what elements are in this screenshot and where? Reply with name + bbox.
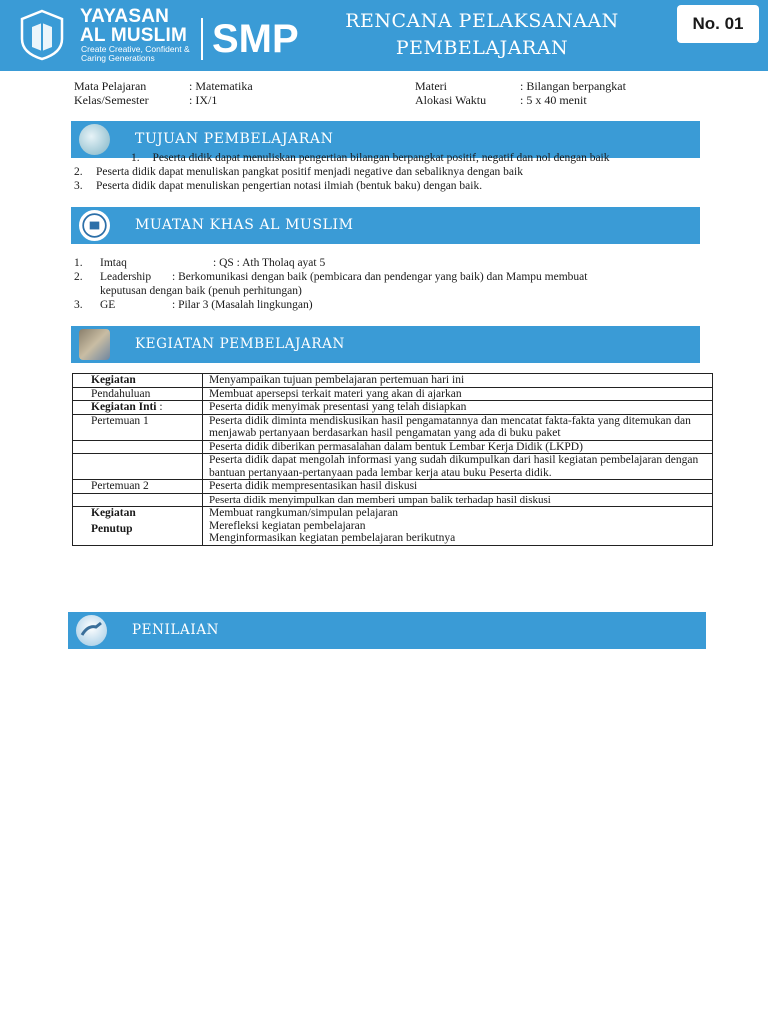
kegiatan-table (72, 373, 713, 546)
waktu-label: Alokasi Waktu (415, 93, 487, 107)
table-cell: Pendahuluan (73, 387, 203, 401)
tujuan-item-text: Peserta didik dapat menuliskan pangkat positif menjadi negative dan sebaliknya dengan baik (96, 166, 523, 178)
tujuan-item-text: Peserta didik dapat menuliskan pengertian bilangan berpangkat positif, negatif dan nol dengan baik (152, 152, 610, 164)
table-cell: Menyampaikan tujuan pembelajaran pertemuan hari ini (203, 374, 713, 388)
kelas-value: : IX/1 (189, 93, 218, 107)
table-row (73, 387, 713, 401)
document-number: No. 01 (677, 5, 759, 43)
penutup-label: Kegiatan (91, 507, 136, 519)
tujuan-item-number: 3. (74, 180, 83, 192)
muatan-item-number: 1. (74, 257, 83, 269)
muatan-item-label: Imtaq (100, 257, 127, 269)
page-header (0, 0, 768, 71)
table-cell: Membuat apersepsi terkait materi yang akan di ajarkan (203, 387, 713, 401)
table-cell (73, 454, 203, 480)
muatan-section-header (71, 207, 700, 244)
tujuan-item-number: 2. (74, 166, 83, 178)
table-row (73, 493, 713, 507)
muatan-item-label: Leadership (100, 271, 152, 283)
table-row (73, 480, 713, 494)
org-name-line1: YAYASAN (80, 6, 170, 27)
inti-label: Kegiatan Inti (91, 401, 157, 413)
table-cell (73, 493, 203, 507)
waktu-value: : 5 x 40 menit (520, 93, 587, 107)
tujuan-item-number: 1. (131, 152, 140, 164)
tujuan-item-text: Peserta didik dapat menuliskan pengertian notasi ilmiah (bentuk baku) dengan baik. (96, 180, 483, 192)
mapel-label: Mata Pelajaran (74, 79, 147, 93)
table-row (73, 414, 713, 440)
document-title-line1: RENCANA PELAKSANAAN (345, 10, 619, 32)
penutup-item: Merefleksi kegiatan pembelajaran (209, 519, 366, 532)
mapel-value: : Matematika (189, 79, 253, 93)
table-cell (73, 440, 203, 454)
table-cell (73, 507, 203, 546)
table-cell (203, 507, 713, 546)
table-cell: Pertemuan 1 (73, 414, 203, 440)
materi-value: : Bilangan berpangkat (520, 79, 626, 93)
kegiatan-section-header (71, 326, 700, 363)
penutup-label2: Penutup (91, 522, 133, 535)
school-unit: SMP (212, 17, 299, 61)
tujuan-item (131, 152, 610, 165)
table-cell (73, 401, 203, 415)
pendahuluan-label: Kegiatan (91, 374, 136, 386)
table-row (73, 374, 713, 388)
penilaian-title: PENILAIAN (132, 622, 220, 638)
muatan-title: MUATAN KHAS AL MUSLIM (135, 217, 354, 233)
document-title (300, 8, 664, 62)
penilaian-section-header (68, 612, 706, 649)
header-divider (201, 18, 203, 60)
org-tagline: Create Creative, Confident & Caring Generations (81, 44, 190, 63)
table-cell: Peserta didik mempresentasikan hasil diskusi (203, 480, 713, 494)
penutup-item: Menginformasikan kegiatan pembelajaran berikutnya (209, 532, 456, 544)
table-row (73, 440, 713, 454)
table-cell: Peserta didik diminta mendiskusikan hasil pengamatannya dan mencatat fakta-fakta yang ditemukan dan menjawab pertanyaan berdasarkan hasil pengamatan yang ada di buku paket (203, 414, 713, 440)
kegiatan-title: KEGIATAN PEMBELAJARAN (135, 336, 345, 352)
al-muslim-seal-icon (79, 210, 110, 241)
document-title-line2: PEMBELAJARAN (395, 37, 569, 59)
yayasan-logo-icon (20, 9, 64, 61)
inti-colon: : (156, 401, 163, 413)
table-row (73, 454, 713, 480)
muatan-item-label: GE (100, 299, 116, 311)
table-cell: Peserta didik menyimpulkan dan memberi umpan balik terhadap hasil diskusi (203, 493, 713, 507)
org-name-line2: AL MUSLIM (80, 25, 187, 46)
penutup-item: Membuat rangkuman/simpulan pelajaran (209, 507, 399, 519)
table-cell: Peserta didik diberikan permasalahan dalam bentuk Lembar Kerja Didik (LKPD) (203, 440, 713, 454)
table-cell (73, 374, 203, 388)
materi-label: Materi (415, 79, 447, 93)
table-row (73, 401, 713, 415)
tujuan-title: TUJUAN PEMBELAJARAN (135, 131, 334, 147)
muatan-item-value: : Berkomunikasi dengan baik (pembicara dan pendengar yang baik) dan Mampu membuat (172, 271, 588, 283)
muatan-item-value-cont: keputusan dengan baik (penuh perhitungan) (100, 285, 302, 297)
muatan-item-number: 2. (74, 271, 83, 283)
kegiatan-photo-icon (79, 329, 110, 360)
table-row (73, 507, 713, 546)
table-cell: Peserta didik dapat mengolah informasi yang sudah dikumpulkan dari hasil kegiatan pembelajaran dengan bantuan pertanyaan-pertanyaan pada lembar kerja atau buku Peserta didik. (203, 454, 713, 480)
table-cell: Peserta didik menyimak presentasi yang telah disiapkan (203, 401, 713, 415)
org-name (80, 7, 187, 45)
muatan-item-number: 3. (74, 299, 83, 311)
muatan-item-value: : Pilar 3 (Masalah lingkungan) (172, 299, 313, 311)
penilaian-photo-icon (76, 615, 107, 646)
kelas-label: Kelas/Semester (74, 93, 149, 107)
muatan-item-value: : QS : Ath Tholaq ayat 5 (213, 257, 326, 269)
tujuan-photo-icon (79, 124, 110, 155)
table-cell: Pertemuan 2 (73, 480, 203, 494)
